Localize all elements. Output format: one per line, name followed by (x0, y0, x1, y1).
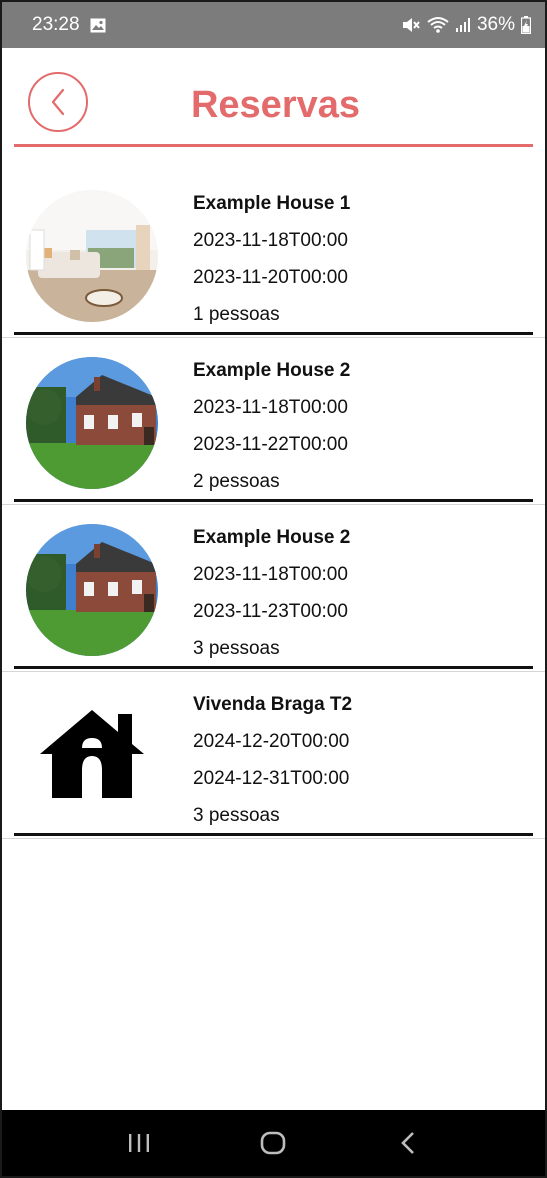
page-title: Reservas (190, 84, 361, 126)
mute-icon (401, 16, 421, 34)
check-in-date: 2023-11-18T00:00 (193, 230, 348, 251)
recent-apps-button[interactable] (114, 1123, 164, 1163)
guest-count: 2 pessoas (193, 471, 280, 492)
guest-count: 3 pessoas (193, 805, 280, 826)
header (2, 48, 545, 148)
header-divider (14, 144, 533, 147)
reservation-info (193, 526, 350, 674)
reservation-info (193, 693, 352, 841)
back-icon (399, 1131, 417, 1155)
reservation-item[interactable] (2, 168, 545, 335)
reservation-item[interactable] (2, 669, 545, 836)
check-out-date: 2023-11-20T00:00 (193, 267, 348, 288)
status-bar (2, 2, 545, 48)
house-icon (36, 702, 148, 802)
item-divider (14, 833, 533, 836)
guest-count: 1 pessoas (193, 304, 280, 325)
home-icon (260, 1131, 286, 1155)
check-in-date: 2023-11-18T00:00 (193, 564, 348, 585)
item-divider-shadow (2, 838, 545, 839)
home-button[interactable] (248, 1123, 298, 1163)
image-icon (90, 18, 106, 33)
house-name: Example House 2 (193, 360, 351, 381)
check-in-date: 2023-11-18T00:00 (193, 397, 348, 418)
reservation-info (193, 359, 350, 507)
reservation-info (193, 192, 350, 340)
signal-icon (455, 17, 471, 33)
check-out-date: 2024-12-31T00:00 (193, 768, 350, 789)
system-back-button[interactable] (383, 1123, 433, 1163)
battery-percentage: 36% (476, 14, 515, 35)
reservations-list (2, 168, 545, 836)
house-name: Vivenda Braga T2 (193, 694, 353, 715)
system-nav-bar (2, 1110, 545, 1176)
reservation-item[interactable] (2, 502, 545, 669)
check-out-date: 2023-11-22T00:00 (193, 434, 348, 455)
guest-count: 3 pessoas (193, 638, 280, 659)
battery-icon (521, 16, 531, 34)
wifi-icon (427, 16, 449, 34)
status-time: 23:28 (32, 14, 80, 35)
check-out-date: 2023-11-23T00:00 (193, 601, 348, 622)
brick-house-photo (26, 524, 158, 656)
recent-apps-icon (127, 1132, 151, 1154)
reservation-item[interactable] (2, 335, 545, 502)
brick-house-photo (26, 357, 158, 489)
check-in-date: 2024-12-20T00:00 (193, 731, 350, 752)
house-name: Example House 1 (193, 193, 351, 214)
living-room-photo (26, 190, 158, 322)
house-name: Example House 2 (193, 527, 351, 548)
